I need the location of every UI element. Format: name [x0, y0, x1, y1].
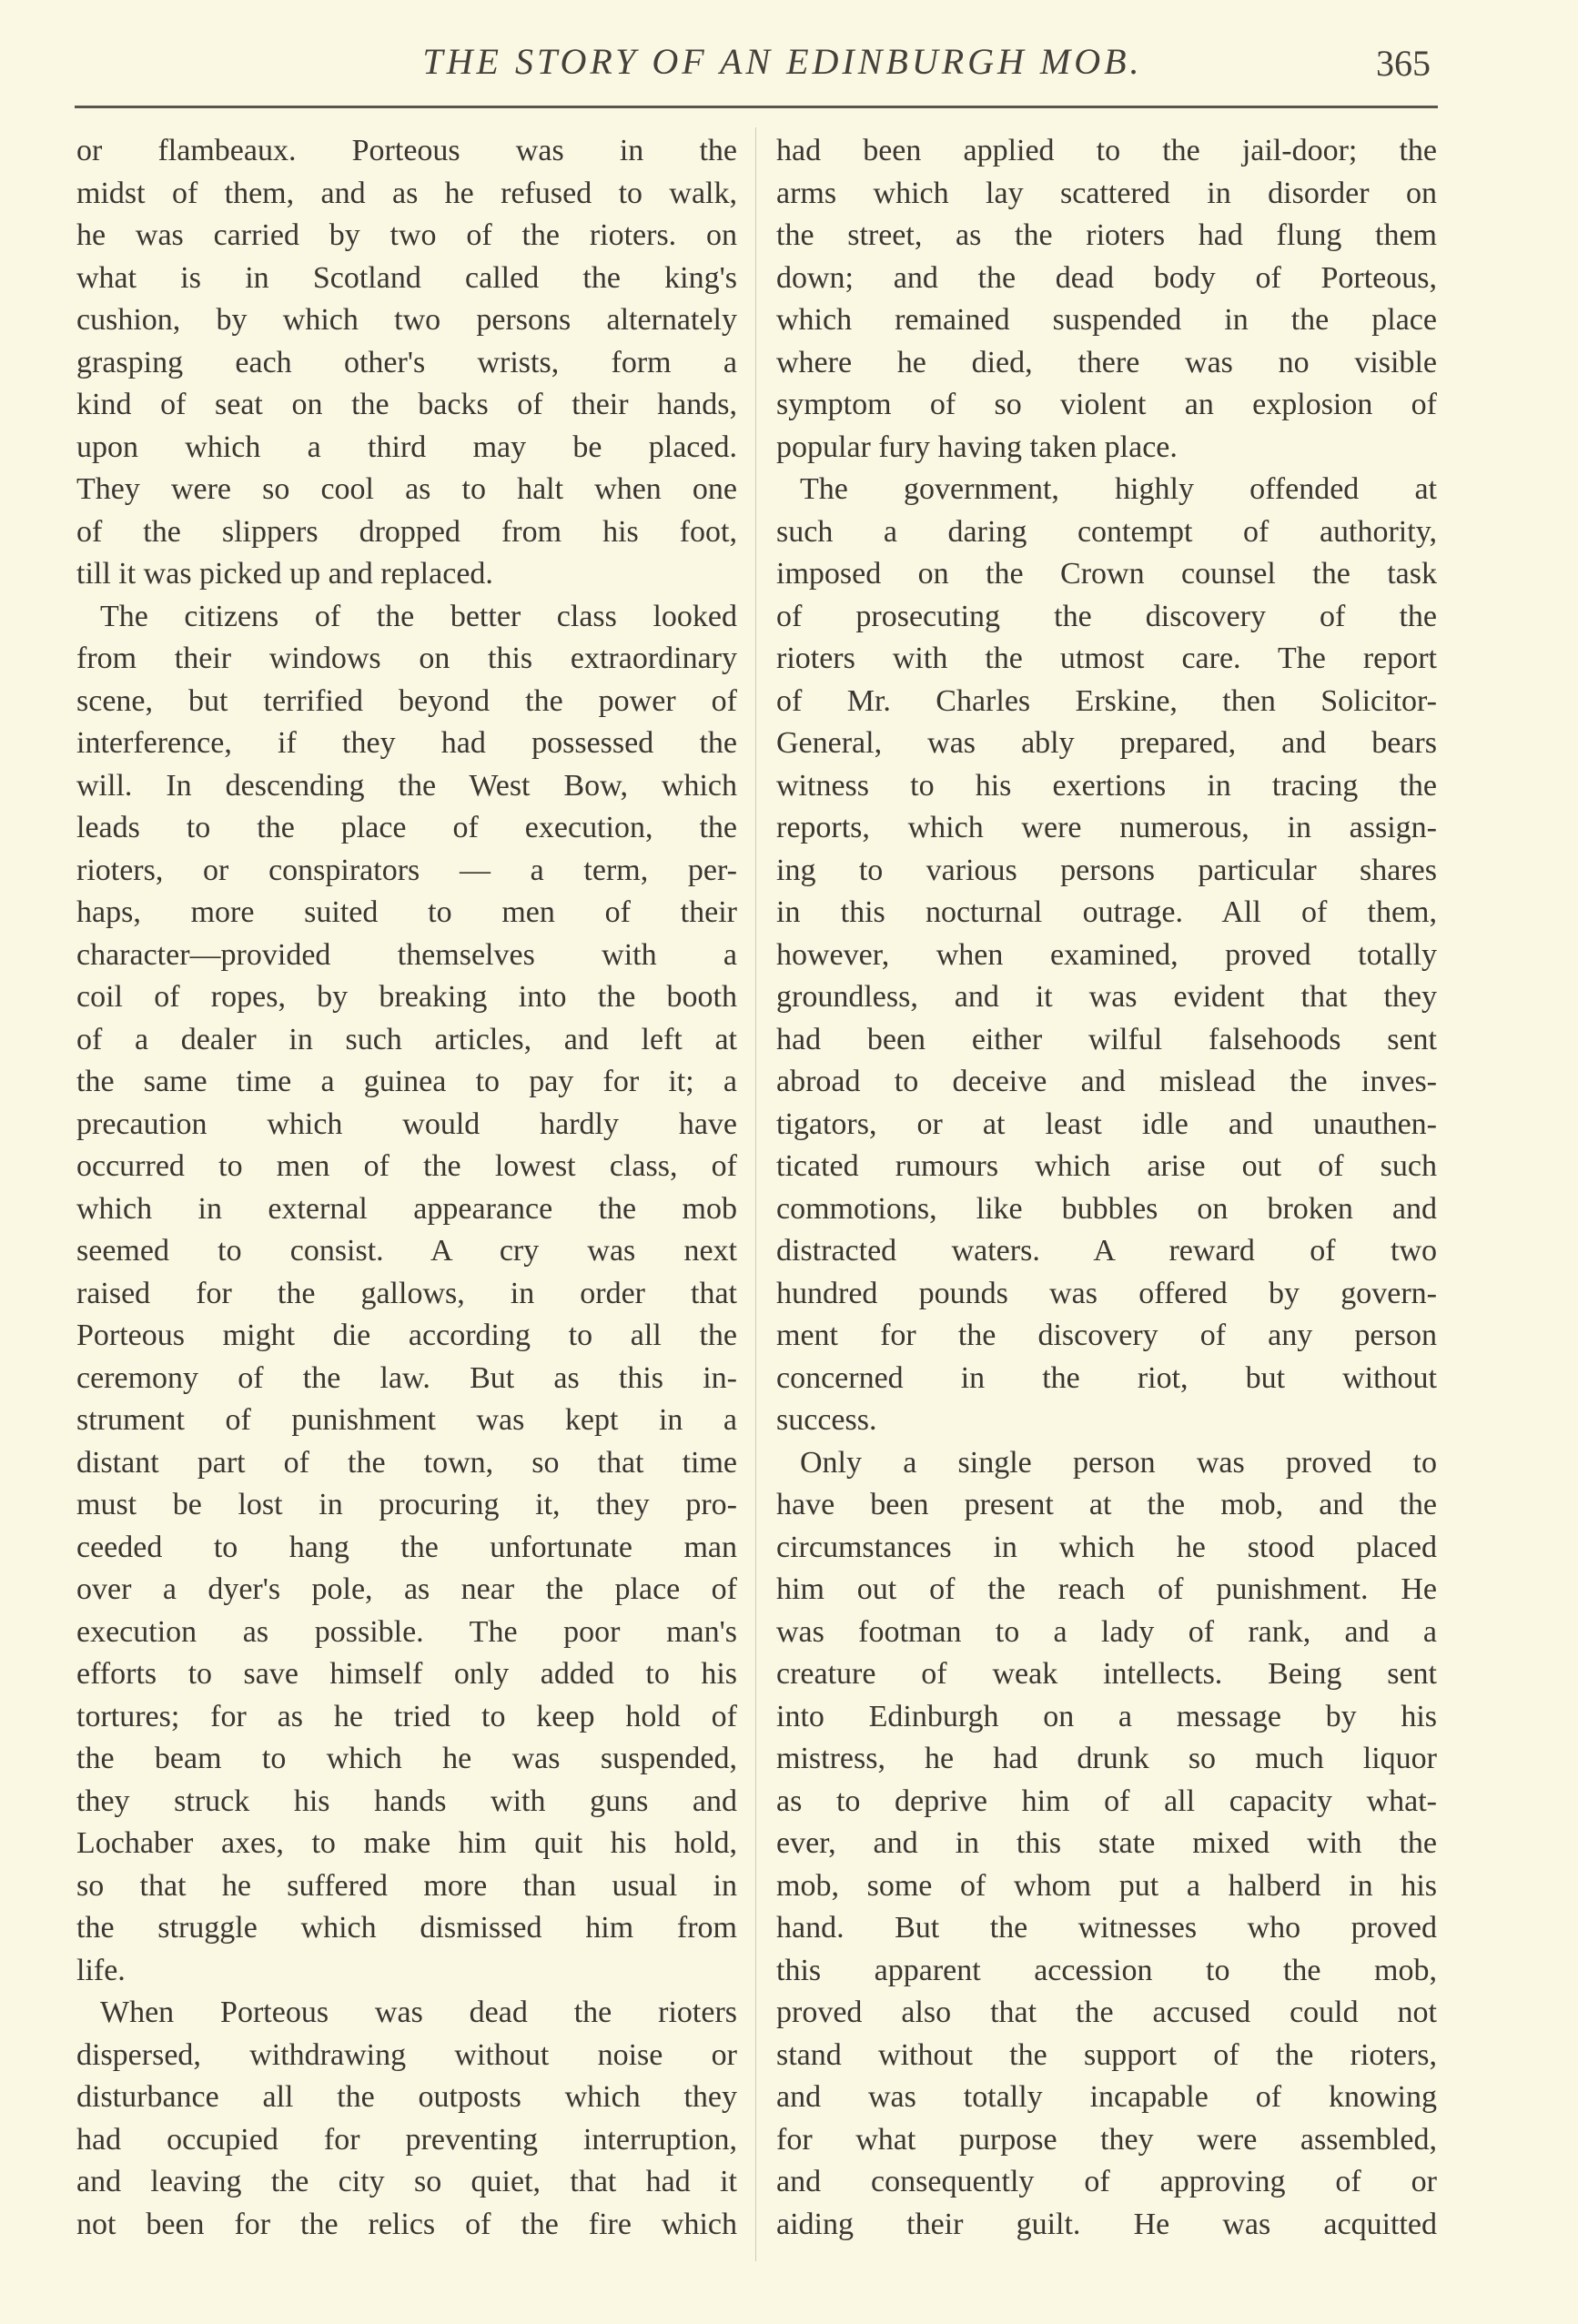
text-line: groundless, and it was evident that they	[776, 980, 1437, 1014]
text-line: mistress, he had drunk so much liquor	[776, 1742, 1437, 1775]
text-line: kind of seat on the backs of their hands,	[76, 388, 737, 421]
text-line: coil of ropes, by breaking into the booth	[76, 980, 737, 1014]
text-column-right	[776, 130, 1437, 2246]
text-line: which in external appearance the mob	[76, 1191, 737, 1226]
text-line: scene, but terrified beyond the power of	[76, 683, 737, 718]
text-line: circumstances in which he stood placed	[776, 1530, 1437, 1564]
text-line: success.	[776, 1403, 877, 1437]
text-line: When Porteous was dead the rioters	[100, 1996, 737, 2029]
text-line: cushion, by which two persons alternately	[76, 303, 737, 337]
text-line: occurred to men of the lowest class, of	[76, 1149, 737, 1183]
text-line: ing to various persons particular shares	[776, 853, 1437, 887]
text-line: life.	[76, 1953, 126, 1987]
text-line: creature of weak intellects. Being sent	[776, 1657, 1437, 1691]
text-line: General, was ably prepared, and bears	[776, 726, 1437, 760]
text-line: from their windows on this extraordinary	[76, 642, 737, 675]
text-line: efforts to save himself only added to his	[76, 1657, 737, 1691]
text-line: midst of them, and as he refused to walk,	[76, 176, 737, 210]
text-line: the same time a guinea to pay for it; a	[76, 1065, 737, 1098]
text-line: had been applied to the jail-door; the	[776, 134, 1437, 167]
text-line: of the slippers dropped from his foot,	[76, 514, 737, 549]
text-line: and consequently of approving of or	[776, 2165, 1437, 2198]
text-line: must be lost in procuring it, they pro-	[76, 1488, 737, 1521]
text-line: Only a single person was proved to	[800, 1445, 1437, 1480]
text-line: or flambeaux. Porteous was in the	[76, 134, 737, 167]
text-line: over a dyer's pole, as near the place of	[76, 1572, 737, 1606]
text-line: hand. But the witnesses who proved	[776, 1911, 1437, 1945]
text-line: ceeded to hang the unfortunate man	[76, 1530, 737, 1564]
text-line: of prosecuting the discovery of the	[776, 599, 1437, 633]
text-line: The citizens of the better class looked	[100, 599, 737, 633]
header-rule	[75, 106, 1438, 108]
text-line: distant part of the town, so that time	[76, 1445, 737, 1480]
text-line: raised for the gallows, in order that	[76, 1276, 737, 1310]
column-divider	[755, 127, 756, 2261]
text-line: upon which a third may be placed.	[76, 429, 737, 464]
text-line: symptom of so violent an explosion of	[776, 388, 1437, 421]
text-line: not been for the relics of the fire which	[76, 2207, 737, 2241]
text-line: mob, some of whom put a halberd in his	[776, 1868, 1437, 1903]
text-line: had occupied for preventing interruption,	[76, 2122, 737, 2157]
text-line: where he died, there was no visible	[776, 345, 1437, 379]
text-line: hundred pounds was offered by govern-	[776, 1276, 1437, 1310]
text-line: will. In descending the West Bow, which	[76, 768, 737, 803]
text-line: proved also that the accused could not	[776, 1996, 1437, 2029]
text-line: reports, which were numerous, in assign-	[776, 811, 1437, 844]
text-line: seemed to consist. A cry was next	[76, 1234, 737, 1268]
text-line: which remained suspended in the place	[776, 303, 1437, 337]
text-line: ment for the discovery of any person	[776, 1319, 1437, 1352]
text-column-left	[76, 130, 737, 2246]
text-line: witness to his exertions in tracing the	[776, 768, 1437, 803]
text-line: execution as possible. The poor man's	[76, 1614, 737, 1649]
text-line: they struck his hands with guns and	[76, 1783, 737, 1818]
text-line: commotions, like bubbles on broken and	[776, 1191, 1437, 1226]
text-line: into Edinburgh on a message by his	[776, 1699, 1437, 1733]
text-line: dispersed, withdrawing without noise or	[76, 2037, 737, 2072]
text-line: such a daring contempt of authority,	[776, 514, 1437, 549]
text-line: and was totally incapable of knowing	[776, 2080, 1437, 2114]
text-line: arms which lay scattered in disorder on	[776, 176, 1437, 210]
text-line: imposed on the Crown counsel the task	[776, 557, 1437, 591]
text-line: down; and the dead body of Porteous,	[776, 260, 1437, 295]
text-line: rioters, or conspirators — a term, per-	[76, 853, 737, 887]
text-line: haps, more suited to men of their	[76, 895, 737, 929]
running-header-title: THE STORY OF AN EDINBURGH MOB.	[422, 41, 1143, 82]
text-line: was footman to a lady of rank, and a	[776, 1614, 1437, 1649]
text-line: stand without the support of the rioters,	[776, 2037, 1437, 2072]
text-line: aiding their guilt. He was acquitted	[776, 2207, 1437, 2241]
text-line: what is in Scotland called the king's	[76, 260, 737, 295]
text-line: abroad to deceive and mislead the inves-	[776, 1065, 1437, 1098]
text-line: rioters with the utmost care. The report	[776, 642, 1437, 675]
text-line: in this nocturnal outrage. All of them,	[776, 895, 1437, 929]
text-line: distracted waters. A reward of two	[776, 1234, 1437, 1268]
text-line: character—provided themselves with a	[76, 937, 737, 972]
text-line: Porteous might die according to all the	[76, 1319, 737, 1352]
text-line: strument of punishment was kept in a	[76, 1403, 737, 1437]
text-line: the beam to which he was suspended,	[76, 1742, 737, 1775]
text-line: tigators, or at least idle and unauthen-	[776, 1106, 1437, 1141]
text-line: this apparent accession to the mob,	[776, 1953, 1437, 1987]
text-line: the street, as the rioters had flung them	[776, 218, 1437, 252]
text-line: leads to the place of execution, the	[76, 811, 737, 844]
text-line: had been either wilful falsehoods sent	[776, 1022, 1437, 1056]
text-line: interference, if they had possessed the	[76, 726, 737, 760]
text-line: disturbance all the outposts which they	[76, 2080, 737, 2114]
text-line: he was carried by two of the rioters. on	[76, 218, 737, 252]
text-line: popular fury having taken place.	[776, 429, 1178, 464]
text-line: so that he suffered more than usual in	[76, 1868, 737, 1903]
text-line: as to deprive him of all capacity what-	[776, 1783, 1437, 1818]
text-line: ticated rumours which arise out of such	[776, 1149, 1437, 1183]
text-line: have been present at the mob, and the	[776, 1488, 1437, 1521]
text-line: They were so cool as to halt when one	[76, 472, 737, 506]
text-line: ever, and in this state mixed with the	[776, 1826, 1437, 1860]
text-line: tortures; for as he tried to keep hold of	[76, 1699, 737, 1733]
text-line: ceremony of the law. But as this in-	[76, 1360, 737, 1395]
page-number: 365	[1376, 43, 1431, 84]
text-line: the struggle which dismissed him from	[76, 1911, 737, 1945]
text-line: till it was picked up and replaced.	[76, 557, 493, 591]
text-line: grasping each other's wrists, form a	[76, 345, 737, 379]
text-line: concerned in the riot, but without	[776, 1360, 1437, 1395]
text-line: precaution which would hardly have	[76, 1106, 737, 1141]
text-line: Lochaber axes, to make him quit his hold,	[76, 1826, 737, 1860]
text-line: for what purpose they were assembled,	[776, 2122, 1437, 2157]
text-line: him out of the reach of punishment. He	[776, 1572, 1437, 1606]
text-line: and leaving the city so quiet, that had it	[76, 2165, 737, 2198]
text-line: however, when examined, proved totally	[776, 937, 1437, 972]
text-line: of Mr. Charles Erskine, then Solicitor-	[776, 683, 1437, 718]
text-line: The government, highly offended at	[800, 472, 1437, 506]
text-line: of a dealer in such articles, and left at	[76, 1022, 737, 1056]
